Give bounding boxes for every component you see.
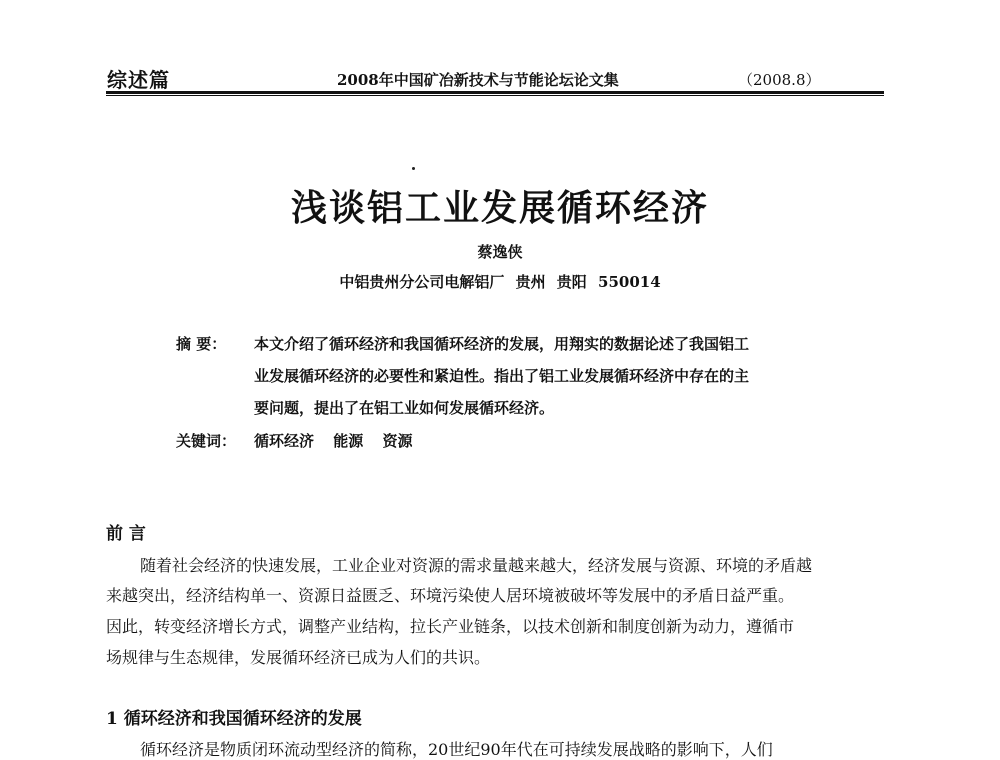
section-heading-1: 1 循环经济和我国循环经济的发展	[106, 709, 362, 729]
abstract-line: 要问题，提出了在铝工业如何发展循环经济。	[254, 399, 555, 417]
body-line: 随着社会经济的快速发展，工业企业对资源的需求量越来越大，经济发展与资源、环境的矛盾越	[140, 556, 813, 575]
abstract-label: 摘 要：	[176, 335, 227, 353]
paper-title: 浅谈铝工业发展循环经济	[290, 187, 709, 229]
body-line: 循环经济是物质闭环流动型经济的简称，20世纪90年代在可持续发展战略的影响下，人们	[140, 740, 773, 759]
body-line: 因此，转变经济增长方式，调整产业结构，拉长产业链条，以技术创新和制度创新为动力，遵循市	[106, 617, 795, 636]
keywords-text: 循环经济 能源 资源	[254, 432, 413, 450]
paper-affiliation: 中铝贵州分公司电解铝厂 贵州 贵阳 550014	[339, 273, 661, 291]
header-date: （2008.8）	[738, 71, 821, 89]
keywords-label: 关键词：	[176, 432, 237, 450]
header-journal-title: 2008年中国矿冶新技术与节能论坛论文集	[337, 71, 619, 89]
section-heading-preface: 前 言	[106, 524, 146, 544]
abstract-line: 本文介绍了循环经济和我国循环经济的发展，用翔实的数据论述了我国铝工	[254, 335, 750, 353]
header-section-label: 综述篇	[107, 68, 170, 92]
body-line: 来越突出，经济结构单一、资源日益匮乏、环境污染使人居环境被破坏等发展中的矛盾日益严重。	[106, 586, 795, 605]
header-rule	[106, 91, 884, 96]
abstract-line: 业发展循环经济的必要性和紧迫性。指出了铝工业发展循环经济中存在的主	[254, 367, 750, 385]
paper-author: 蔡逸侠	[477, 243, 523, 261]
body-line: 场规律与生态规律，发展循环经济已成为人们的共识。	[106, 648, 491, 667]
scan-speck	[412, 167, 415, 170]
